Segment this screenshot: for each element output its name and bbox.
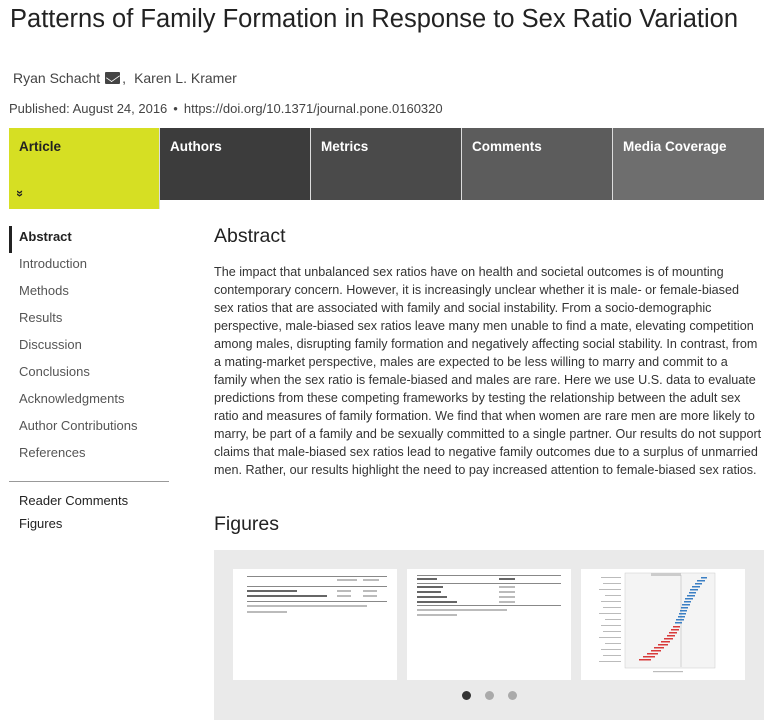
figure-thumbnail[interactable] [233,569,397,680]
forest-plot-thumbnail [581,569,745,680]
nav-item-acknowledgments[interactable]: Acknowledgments [19,391,125,406]
carousel-dot[interactable] [508,691,517,700]
nav-item-abstract[interactable]: Abstract [9,226,169,253]
doi-link[interactable]: https://doi.org/10.1371/journal.pone.0160320 [183,101,443,116]
tab-comments[interactable] [462,128,613,200]
nav-item-author-contributions[interactable]: Author Contributions [19,418,138,433]
article-tabs [9,128,764,209]
chevron-down-icon: » [13,189,29,198]
nav-item-reader-comments[interactable]: Reader Comments [19,493,129,508]
carousel-pager [214,691,764,700]
article-title: Patterns of Family Formation in Response to Sex Ratio Variation [10,5,739,33]
nav-item-methods[interactable]: Methods [19,283,69,298]
nav-item-conclusions[interactable]: Conclusions [19,364,90,379]
author-separator: , [122,70,127,86]
tab-media-coverage[interactable] [613,128,764,200]
section-nav [9,226,169,537]
separator-dot: • [173,101,178,116]
tab-metrics[interactable] [311,128,462,200]
carousel-dot[interactable] [462,691,471,700]
tab-label: Metrics [321,139,369,154]
author-link[interactable]: Karen L. Kramer [134,70,237,86]
published-date: Published: August 24, 2016 [9,101,168,116]
figure-thumbnail[interactable] [581,569,745,680]
nav-item-introduction[interactable]: Introduction [19,256,87,271]
figure-thumbnail[interactable] [407,569,571,680]
tab-label: Article [19,139,62,154]
author-list [13,70,237,86]
tab-authors[interactable] [160,128,311,200]
abstract-text: The impact that unbalanced sex ratios have on health and societal outcomes is of mounting contemporary concern. However, it is increasingly unclear whether it is male- or female-biased sex ratios that are associated with family and social instability. From a socio-demographic perspective, male-biased sex ratios leave many men unable to find a mate, elevating competition among males, disrupting family formation and negatively affecting social stability. In contrast, from a mating-market perspective, males are expected to be less willing to marry and commit to a family when the sex ratio is female-biased and males are rare. Here we use U.S. data to evaluate predictions from these competing frameworks by testing the relationship between the adult sex ratio and measures of family formation. We find that when women are rare men are more likely to marry, be part of a family and be sexually committed to a single partner. Our results do not support claims that male-biased sex ratios lead to negative family outcomes due to a surplus of unmarried men. Rather, our results highlight the need to pay increased attention to female-biased sex ratios. [214,265,762,477]
publication-info [9,101,443,116]
nav-item-figures[interactable]: Figures [19,516,63,531]
carousel-dot[interactable] [485,691,494,700]
email-icon[interactable] [105,72,120,84]
tab-label: Media Coverage [623,139,727,154]
figures-heading: Figures [214,513,280,535]
nav-item-references[interactable]: References [19,445,86,460]
abstract-heading: Abstract [214,225,286,247]
author-link[interactable]: Ryan Schacht [13,70,101,86]
figure-carousel [214,550,764,720]
tab-article[interactable] [9,128,160,209]
tab-label: Authors [170,139,222,154]
tab-label: Comments [472,139,542,154]
nav-divider [9,481,169,482]
nav-item-results[interactable]: Results [19,310,63,325]
nav-item-discussion[interactable]: Discussion [19,337,82,352]
